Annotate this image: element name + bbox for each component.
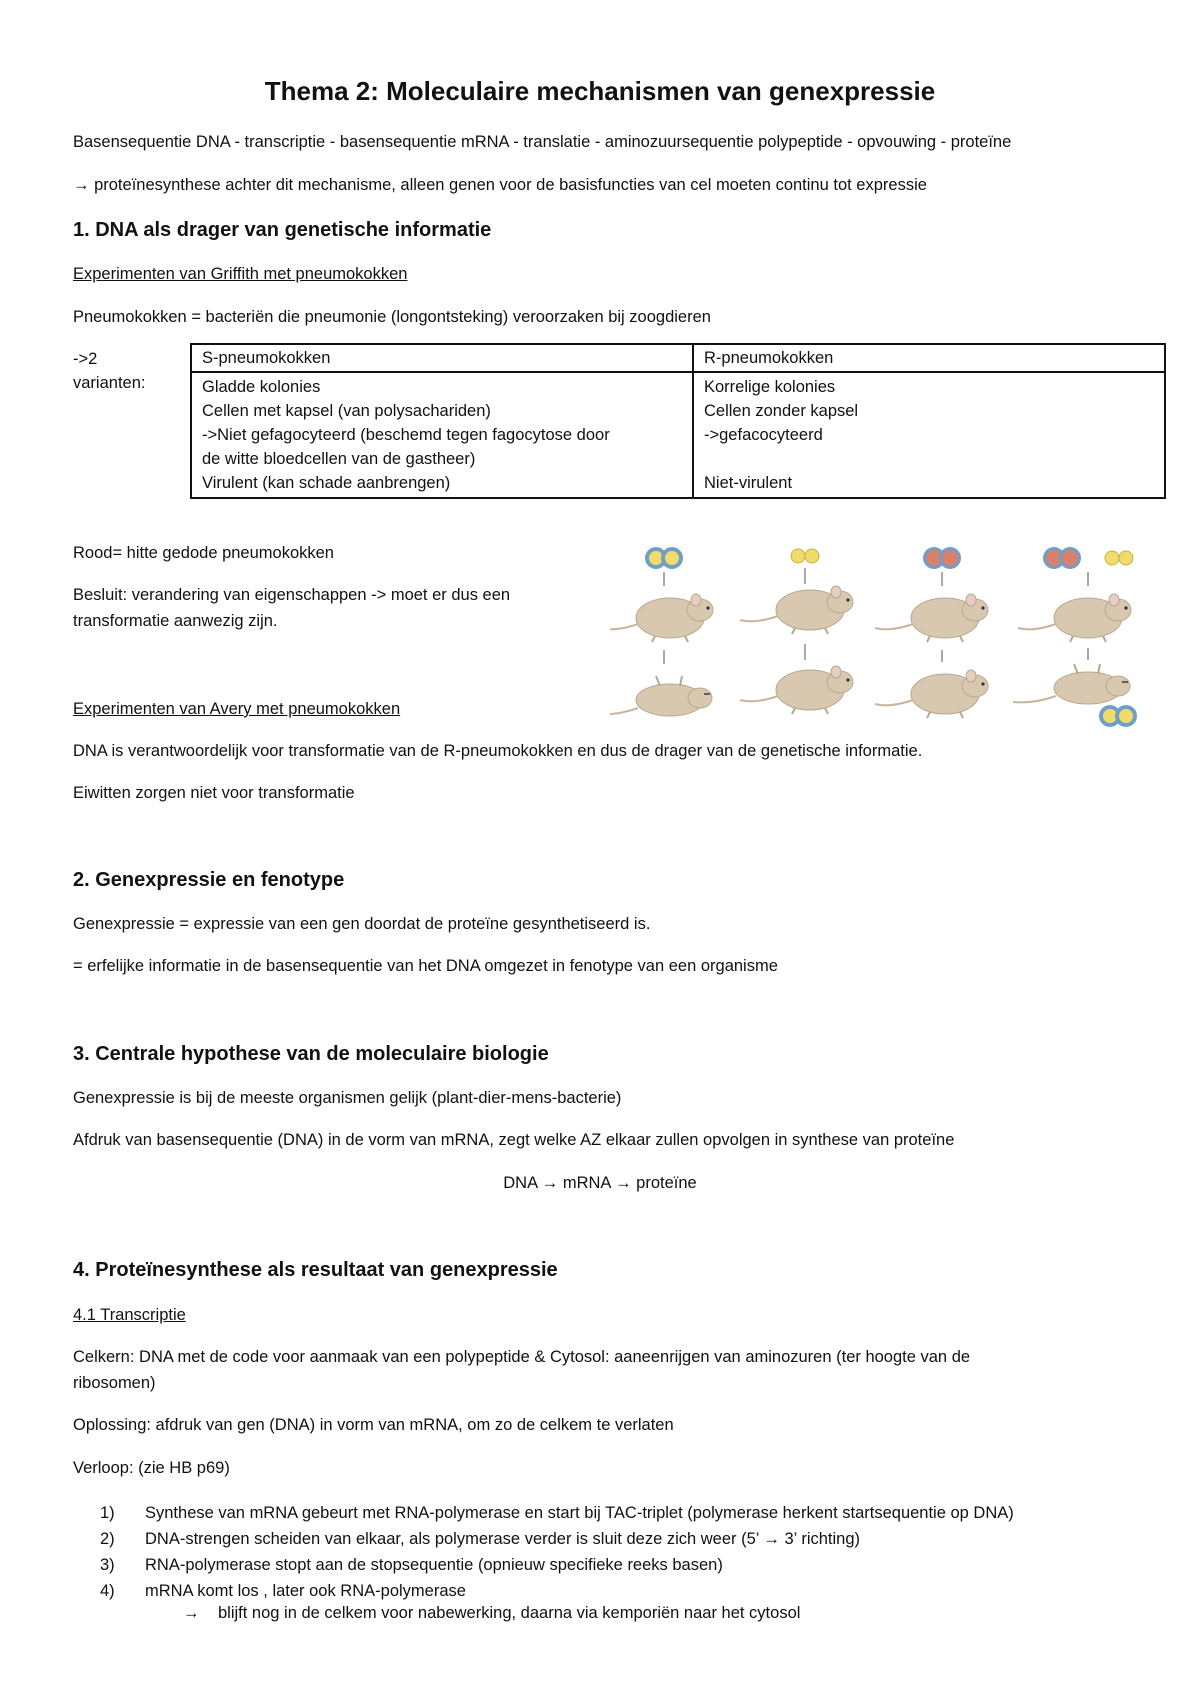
transcription-steps-list — [100, 1500, 1014, 1604]
section-2-line-1: Genexpressie = expressie van een gen doordat de proteïne gesynthetiseerd is. — [73, 915, 651, 933]
list-item — [100, 1552, 1014, 1578]
step-text: DNA-strengen scheiden van elkaar, als polymerase verder is sluit deze zich weer (5’ → 3’ richting) — [145, 1530, 861, 1548]
mouse-icon — [740, 666, 853, 714]
celkern-line-1: Celkern: DNA met de code voor aanmaak van een polypeptide & Cytosol: aaneenrijgen van aminozuren (ter hoogte van de — [73, 1348, 971, 1366]
oplossing-line: Oplossing: afdruk van gen (DNA) in vorm van mRNA, om zo de celkem te verlaten — [73, 1416, 674, 1434]
intro-sequence: Basensequentie DNA - transcriptie - basensequentie mRNA - translatie - aminozuursequentie polypeptide - opvouwing - proteïne — [73, 133, 1012, 151]
section-4-heading: 4. Proteïnesynthese als resultaat van genexpressie — [73, 1259, 558, 1281]
step-text: Synthese van mRNA gebeurt met RNA-polymerase en start bij TAC-triplet (polymerase herkent startsequentie op DNA) — [145, 1504, 1014, 1522]
section-2-line-2: = erfelijke informatie in de basensequentie van het DNA omgezet in fenotype van een organisme — [73, 957, 778, 975]
mouse-icon — [610, 594, 713, 642]
sub-note: blijft nog in de celkem voor nabewerking, daarna via kemporiën naar het cytosol — [218, 1604, 801, 1622]
central-dogma: DNA → mRNA → proteïne — [503, 1174, 697, 1192]
variants-table — [190, 343, 1166, 499]
table-cell-s — [191, 372, 693, 498]
step-number: 2) — [100, 1530, 115, 1548]
sub-note-arrow-icon: → — [183, 1604, 200, 1622]
step-text: RNA-polymerase stopt aan de stopsequentie (opnieuw specifieke reeks basen) — [145, 1556, 723, 1574]
s-line: de witte bloedcellen van de gastheer) — [202, 450, 476, 468]
heat-killed-s-plus-r-icon — [1043, 547, 1133, 569]
list-item — [100, 1500, 1014, 1526]
dead-mouse-icon — [610, 676, 712, 716]
s-pneumococcus-pair-icon — [645, 547, 683, 569]
r-line: Korrelige kolonies — [704, 378, 836, 396]
table-header-s: S-pneumokokken — [191, 344, 693, 372]
mouse-icon — [875, 670, 988, 718]
table-cell-r — [693, 372, 1165, 498]
pneumokokken-definition: Pneumokokken = bacteriën die pneumonie (longontsteking) veroorzaken bij zoogdieren — [73, 308, 711, 326]
intro-note: → proteïnesynthese achter dit mechanisme, alleen genen voor de basisfuncties van cel moeten continu tot expressie — [73, 176, 927, 194]
mouse-icon — [740, 586, 853, 634]
transcriptie-heading: 4.1 Transcriptie — [73, 1306, 186, 1324]
r-line: Niet-virulent — [704, 474, 793, 492]
step-number: 4) — [100, 1582, 115, 1600]
list-item — [100, 1526, 1014, 1552]
section-3-line-2: Afdruk van basensequentie (DNA) in de vorm van mRNA, zegt welke AZ elkaar zullen opvolgen in synthese van proteïne — [73, 1131, 955, 1149]
recovered-s-pneumococcus-icon — [1099, 705, 1137, 727]
celkern-line-2: ribosomen) — [73, 1374, 156, 1392]
mouse-icon — [875, 594, 988, 642]
verloop-line: Verloop: (zie HB p69) — [73, 1459, 230, 1477]
griffith-experiment-illustration — [610, 540, 1140, 730]
avery-heading: Experimenten van Avery met pneumokokken — [73, 700, 401, 718]
page-title: Thema 2: Moleculaire mechanismen van genexpressie — [264, 76, 936, 106]
r-pneumococcus-pair-icon — [791, 549, 819, 563]
dead-mouse-icon — [1013, 664, 1130, 704]
table-header-r: R-pneumokokken — [693, 344, 1165, 372]
s-line: Virulent (kan schade aanbrengen) — [202, 474, 451, 492]
r-line: Cellen zonder kapsel — [704, 402, 859, 420]
section-2-heading: 2. Genexpressie en fenotype — [73, 869, 345, 891]
avery-text-1: DNA is verantwoordelijk voor transformatie van de R-pneumokokken en dus de drager van de genetische informatie. — [73, 742, 923, 760]
besluit-line1: Besluit: verandering van eigenschappen -> moet er dus een — [73, 586, 511, 604]
besluit-line2: transformatie aanwezig zijn. — [73, 612, 278, 630]
varianten-label-line2: varianten: — [73, 374, 146, 392]
section-3-line-1: Genexpressie is bij de meeste organismen gelijk (plant-dier-mens-bacterie) — [73, 1089, 622, 1107]
s-line: ->Niet gefagocyteerd (beschemd tegen fagocytose door — [202, 426, 610, 444]
section-3-heading: 3. Centrale hypothese van de moleculaire biologie — [73, 1043, 549, 1065]
table-row — [191, 372, 1165, 498]
step-number: 3) — [100, 1556, 115, 1574]
mouse-icon — [1018, 594, 1131, 642]
list-item — [100, 1578, 1014, 1604]
varianten-label-line1: ->2 — [73, 350, 98, 368]
griffith-heading: Experimenten van Griffith met pneumokokken — [73, 265, 408, 283]
r-line — [704, 447, 1154, 471]
r-line: ->gefacocyteerd — [704, 426, 823, 444]
rood-note: Rood= hitte gedode pneumokokken — [73, 544, 334, 562]
table-header-row — [191, 344, 1165, 372]
s-line: Gladde kolonies — [202, 378, 321, 396]
step-number: 1) — [100, 1504, 115, 1522]
section-1-heading: 1. DNA als drager van genetische informatie — [73, 219, 492, 241]
s-line: Cellen met kapsel (van polysachariden) — [202, 402, 491, 420]
heat-killed-s-pair-icon — [923, 547, 961, 569]
step-text: mRNA komt los , later ook RNA-polymerase — [145, 1582, 466, 1600]
avery-text-2: Eiwitten zorgen niet voor transformatie — [73, 784, 355, 802]
